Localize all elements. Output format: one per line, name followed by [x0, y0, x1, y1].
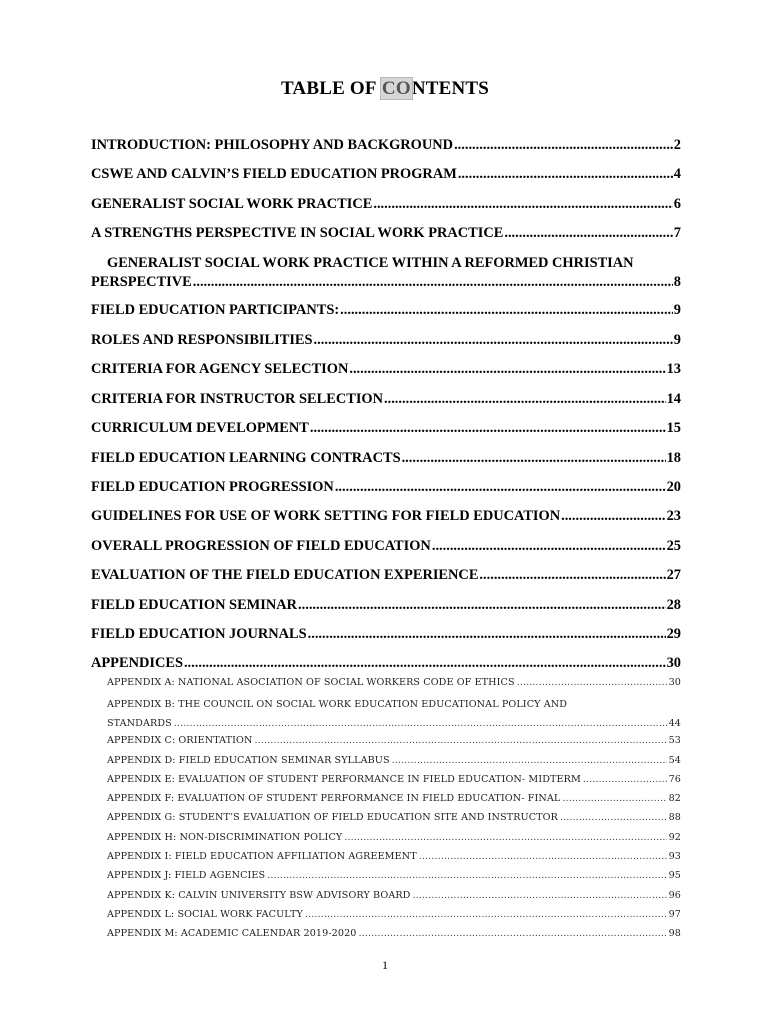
toc-subentry[interactable]: APPENDIX I: FIELD EDUCATION AFFILIATION AGREEMENT ..... 93 — [107, 850, 681, 863]
toc-page-number: 92 — [668, 832, 681, 843]
toc-page-number: 25 — [666, 538, 681, 554]
toc-subentry[interactable]: APPENDIX L: SOCIAL WORK FACULTY ..... 97 — [107, 908, 681, 921]
toc-entry[interactable]: FIELD EDUCATION PROGRESSION ..... 20 — [91, 479, 681, 496]
toc-page-number: 54 — [668, 755, 681, 766]
toc-entry[interactable]: APPENDICES ..... 30 — [91, 655, 681, 672]
toc-page-number: 76 — [668, 774, 681, 785]
toc-subentry[interactable]: APPENDIX E: EVALUATION OF STUDENT PERFORMANCE IN FIELD EDUCATION- MIDTERM ..... 76 — [107, 773, 681, 786]
toc-subentry[interactable]: APPENDIX F: EVALUATION OF STUDENT PERFORMANCE IN FIELD EDUCATION- FINAL ..... 82 — [107, 792, 681, 805]
title-part-1: TABLE OF — [280, 78, 381, 99]
toc-page-number: 14 — [666, 391, 681, 407]
toc-subentry[interactable]: APPENDIX M: ACADEMIC CALENDAR 2019-2020 ..... 98 — [107, 927, 681, 940]
toc-page-number: 28 — [666, 597, 681, 613]
page-number: 1 — [382, 958, 388, 972]
toc-entry[interactable]: EVALUATION OF THE FIELD EDUCATION EXPERIENCE ..... 27 — [91, 567, 681, 584]
toc-subentry[interactable]: APPENDIX B: THE COUNCIL ON SOCIAL WORK EDUCATION EDUCATIONAL POLICY AND STANDARDS ..... 44 — [107, 695, 681, 733]
toc-entry[interactable]: FIELD EDUCATION SEMINAR ..... 28 — [91, 597, 681, 614]
toc-entry[interactable]: FIELD EDUCATION JOURNALS ..... 29 — [91, 626, 681, 643]
toc-page-number: 53 — [668, 735, 681, 746]
toc-subentry[interactable]: APPENDIX G: STUDENT’S EVALUATION OF FIELD EDUCATION SITE AND INSTRUCTOR ..... 88 — [107, 811, 681, 824]
toc-page-number: 23 — [666, 508, 681, 524]
toc-page-number: 30 — [666, 655, 681, 671]
toc-entry[interactable]: FIELD EDUCATION PARTICIPANTS: ..... 9 — [91, 302, 681, 319]
toc-page-number: 18 — [666, 450, 681, 466]
toc-entry[interactable]: GENERALIST SOCIAL WORK PRACTICE ..... 6 — [91, 196, 681, 213]
toc-subentry[interactable]: APPENDIX A: NATIONAL ASOCIATION OF SOCIAL WORKERS CODE OF ETHICS ..... 30 — [107, 676, 681, 689]
toc-subentry[interactable]: APPENDIX K: CALVIN UNIVERSITY BSW ADVISORY BOARD ..... 96 — [107, 889, 681, 902]
toc-subentry[interactable]: APPENDIX H: NON-DISCRIMINATION POLICY ..... 92 — [107, 831, 681, 844]
toc-page-number: 7 — [673, 225, 681, 241]
toc-entry[interactable]: GENERALIST SOCIAL WORK PRACTICE WITHIN A REFORMED CHRISTIAN PERSPECTIVE ..... 8 — [91, 254, 681, 292]
toc-page-number: 8 — [673, 274, 681, 290]
toc-subentry[interactable]: APPENDIX C: ORIENTATION ..... 53 — [107, 734, 681, 747]
toc-entry[interactable]: OVERALL PROGRESSION OF FIELD EDUCATION ..... 25 — [91, 538, 681, 555]
toc-page-number: 30 — [668, 677, 681, 688]
toc-page-number: 93 — [668, 851, 681, 862]
title-highlighted-text: CO — [381, 78, 411, 99]
toc-subentry[interactable]: APPENDIX D: FIELD EDUCATION SEMINAR SYLLABUS ..... 54 — [107, 754, 681, 767]
toc-page-number: 44 — [668, 718, 681, 729]
toc-page-number: 96 — [668, 890, 681, 901]
toc-page-number: 82 — [668, 793, 681, 804]
page-title — [0, 78, 770, 100]
toc-page-number: 27 — [666, 567, 681, 583]
toc-entry[interactable]: GUIDELINES FOR USE OF WORK SETTING FOR FIELD EDUCATION ..... 23 — [91, 508, 681, 525]
toc-entry[interactable]: CRITERIA FOR AGENCY SELECTION ..... 13 — [91, 361, 681, 378]
toc-entry[interactable]: ROLES AND RESPONSIBILITIES ..... 9 — [91, 332, 681, 349]
toc-page-number: 2 — [673, 137, 681, 153]
toc-page-number: 29 — [666, 626, 681, 642]
toc-page-number: 13 — [666, 361, 681, 377]
toc-subentry[interactable]: APPENDIX J: FIELD AGENCIES ..... 95 — [107, 869, 681, 882]
toc-page-number: 9 — [673, 332, 681, 348]
title-part-2: NTENTS — [411, 78, 490, 99]
toc-entry[interactable]: CURRICULUM DEVELOPMENT ..... 15 — [91, 420, 681, 437]
toc-page-number: 97 — [668, 909, 681, 920]
toc-page-number: 15 — [666, 420, 681, 436]
toc-page-number: 95 — [668, 870, 681, 881]
toc-entry[interactable]: CRITERIA FOR INSTRUCTOR SELECTION ..... 14 — [91, 391, 681, 408]
toc-entry[interactable]: A STRENGTHS PERSPECTIVE IN SOCIAL WORK PRACTICE ..... 7 — [91, 225, 681, 242]
toc-page-number: 20 — [666, 479, 681, 495]
toc-entry[interactable]: FIELD EDUCATION LEARNING CONTRACTS ..... 18 — [91, 450, 681, 467]
toc-page-number: 9 — [673, 302, 681, 318]
toc-entry[interactable]: INTRODUCTION: PHILOSOPHY AND BACKGROUND ..... 2 — [91, 137, 681, 154]
toc-page-number: 6 — [673, 196, 681, 212]
toc-page-number: 98 — [668, 928, 681, 939]
toc-page-number: 88 — [668, 812, 681, 823]
toc-entry[interactable]: CSWE AND CALVIN’S FIELD EDUCATION PROGRAM ..... 4 — [91, 166, 681, 183]
toc-page-number: 4 — [673, 166, 681, 182]
